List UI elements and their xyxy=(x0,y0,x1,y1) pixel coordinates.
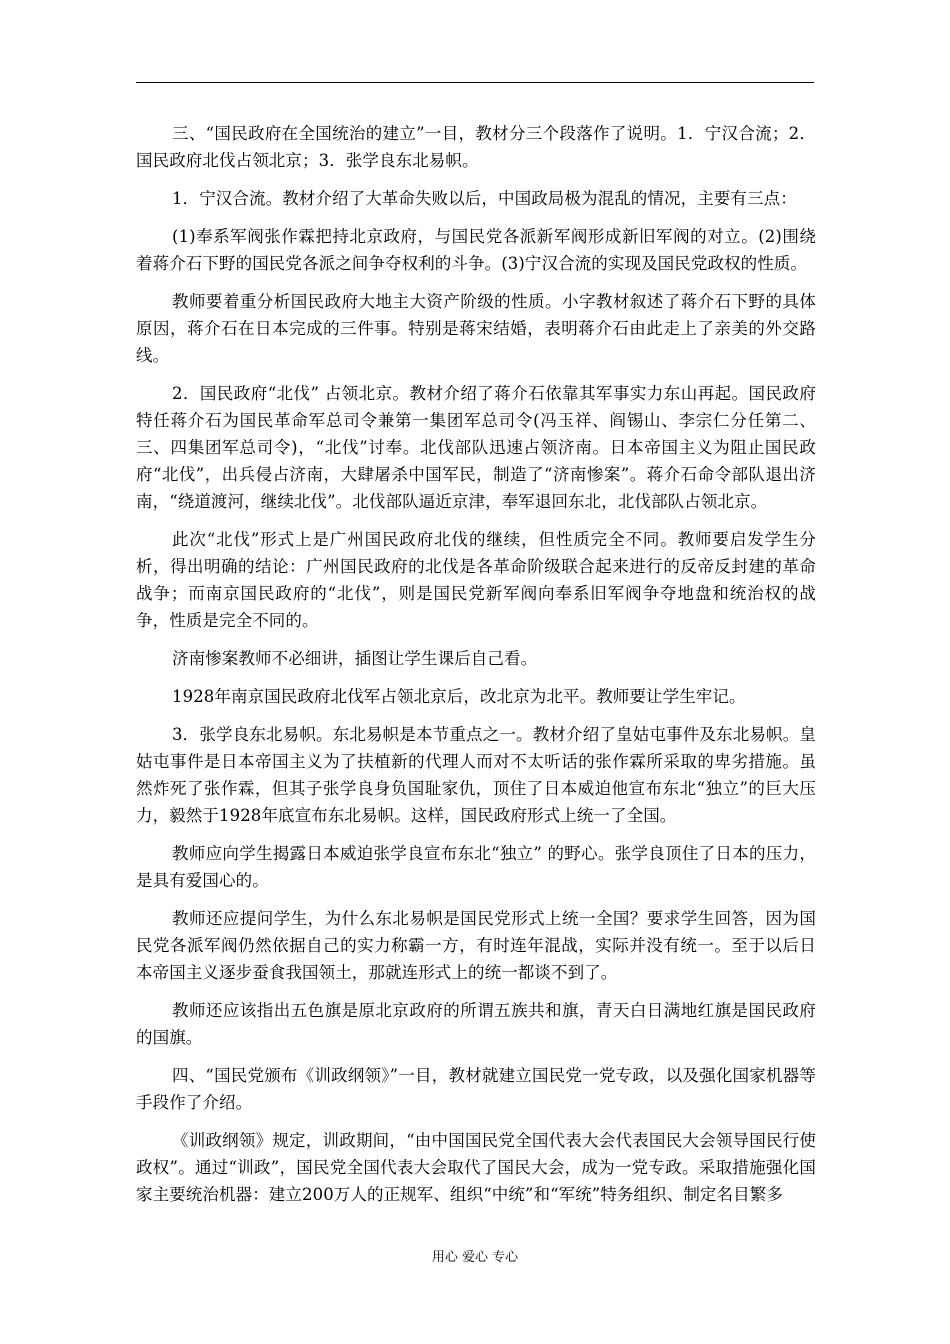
paragraph-national-flags: 教师还应该指出五色旗是原北京政府的所谓五族共和旗，青天白日满地红旗是国民政府的国旗。 xyxy=(136,1001,816,1047)
paragraph-northeast-flag-change: 3．张学良东北易帜。东北易帜是本节重点之一。教材介绍了皇姑屯事件及东北易帜。皇姑屯事件是日本帝国主义为了扶植新的代理人而对不太听话的张作霖所采取的卑劣措施。虽然炸死了张作霖，但其子张学良身负国耻家仇，顶住了日本威迫他宣布东北“独立”的巨大压力，毅然于1928年底宣布东北易帜。这样，国民政府形式上统一了全国。 xyxy=(136,725,816,825)
paragraph-section-four-intro: 四、“国民党颁布《训政纲领》”一目，教材就建立国民党一党专政，以及强化国家机器等手段作了介绍。 xyxy=(136,1066,816,1112)
document-body xyxy=(136,120,816,1219)
paragraph-tutelage-outline: 《训政纲领》规定，训政期间，“由中国国民党全国代表大会代表国民大会领导国民行使政权”。通过“训政”，国民党全国代表大会取代了国民大会，成为一党专政。采取措施强化国家主要统治机器：建立200万人的正规军、组织“中统”和“军统”特务组织、制定名目繁多 xyxy=(136,1131,816,1204)
paragraph-formal-unification: 教师还应提问学生，为什么东北易帜是国民党形式上统一全国？要求学生回答，因为国民党各派军阀仍然依据自己的实力称霸一方，有时连年混战，实际并没有统一。至于以后日本帝国主义逐步蚕食我国领土，那就连形式上的统一都谈不到了。 xyxy=(136,909,816,982)
paragraph-section-three-intro: 三、“国民政府在全国统治的建立”一目，教材分三个段落作了说明。1．宁汉合流；2．国民政府北伐占领北京；3．张学良东北易帜。 xyxy=(136,124,816,170)
paragraph-beiping-rename: 1928年南京国民政府北伐军占领北京后，改北京为北平。教师要让学生牢记。 xyxy=(172,687,746,706)
paragraph-japan-ambition: 教师应向学生揭露日本威迫张学良宣布东北“独立” 的野心。张学良顶住了日本的压力，是具有爱国心的。 xyxy=(136,844,816,890)
page-footer: 用心 爱心 专心 xyxy=(431,1250,519,1265)
paragraph-jinan-incident: 济南惨案教师不必细讲，插图让学生课后自己看。 xyxy=(172,649,538,668)
paragraph-expedition-comparison: 此次“北伐”形式上是广州国民政府北伐的继续，但性质完全不同。教师要启发学生分析，得出明确的结论：广州国民政府的北伐是各革命阶级联合起来进行的反帝反封建的革命战争；而南京国民政府的“北伐”，则是国民党新军阀向奉系旧军阀争夺地盘和统治权的战争，性质是完全不同的。 xyxy=(136,530,816,630)
header-rule xyxy=(136,82,814,83)
paragraph-three-points: (1)奉系军阀张作霖把持北京政府，与国民党各派新军阀形成新旧军阀的对立。(2)围绕着蒋介石下野的国民党各派之间争夺权利的斗争。(3)宁汉合流的实现及国民党政权的性质。 xyxy=(136,227,816,273)
paragraph-ninghan-merger: 1．宁汉合流。教材介绍了大革命失败以后，中国政局极为混乱的情况，主要有三点： xyxy=(172,189,797,208)
paragraph-government-nature: 教师要着重分析国民政府大地主大资产阶级的性质。小字教材叙述了蒋介石下野的具体原因，蒋介石在日本完成的三件事。特别是蒋宋结婚，表明蒋介石由此走上了亲美的外交路线。 xyxy=(136,292,816,365)
paragraph-northern-expedition: 2．国民政府“北伐” 占领北京。教材介绍了蒋介石依靠其军事实力东山再起。国民政府特任蒋介石为国民革命军总司令兼第一集团军总司令(冯玉祥、阎锡山、李宗仁分任第二、三、四集团军总司令)，“北伐”讨奉。北伐部队迅速占领济南。日本帝国主义为阻止国民政府“北伐”，出兵侵占济南，大肆屠杀中国军民，制造了“济南惨案”。蒋介石命令部队退出济南，“绕道渡河，继续北伐”。北伐部队逼近京津，奉军退回东北，北伐部队占领北京。 xyxy=(136,384,816,511)
